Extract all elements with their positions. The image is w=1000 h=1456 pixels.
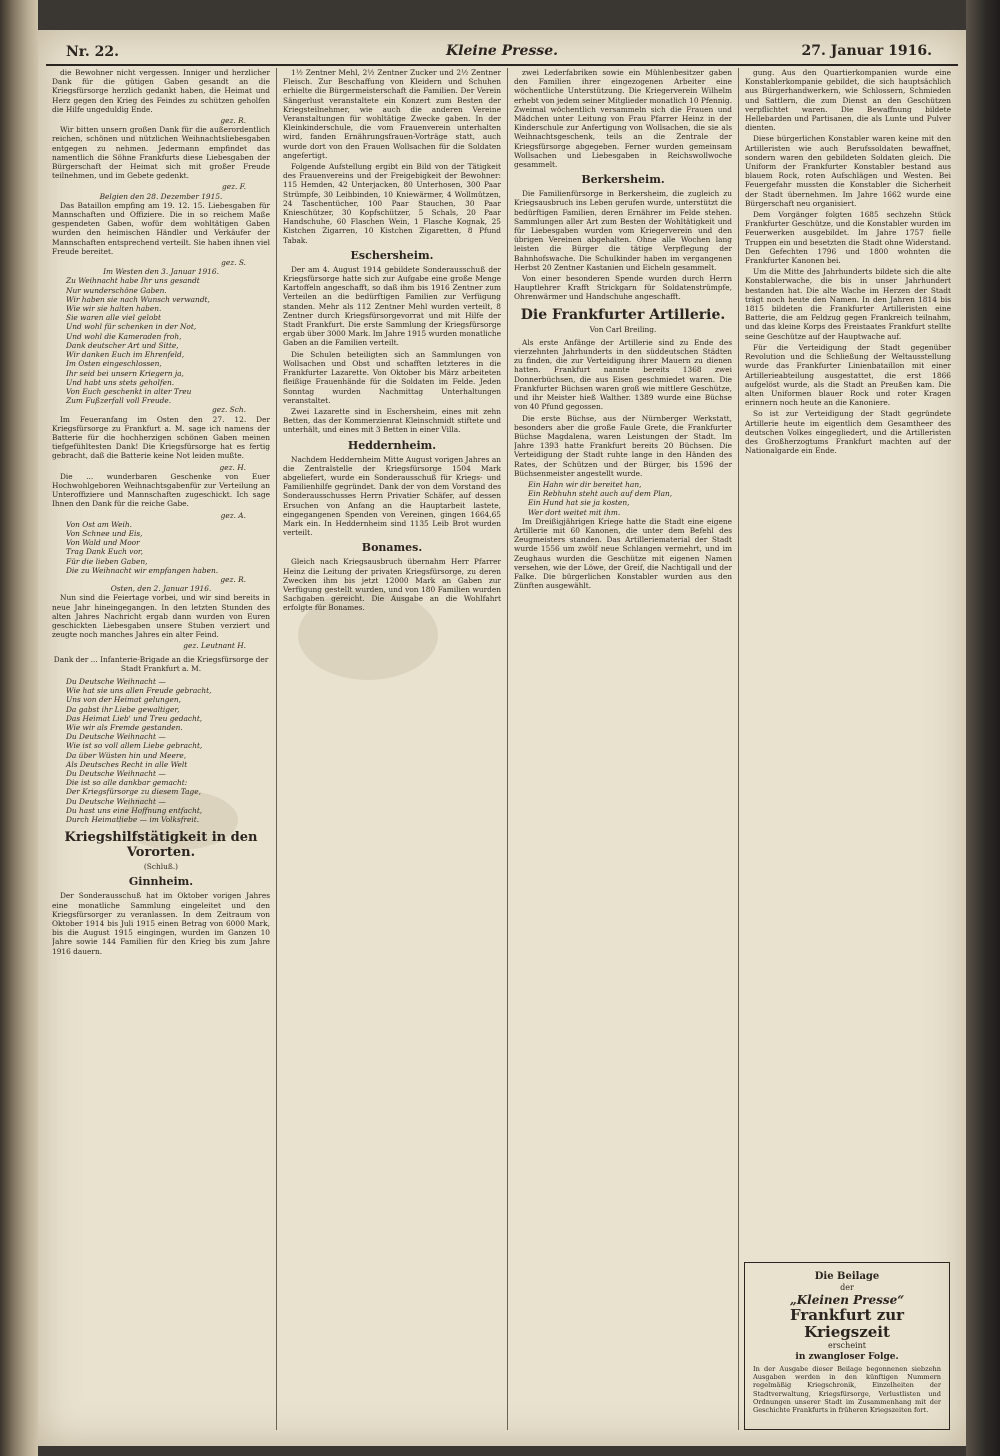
place-heading: Eschersheim. <box>350 248 434 262</box>
poem-line: Von Euch geschenkt in alter Treu <box>66 386 192 396</box>
poem-line: Von Ost am Weih. <box>66 519 132 529</box>
poem-line: Ein Rebhuhn steht auch auf dem Plan, <box>528 489 673 499</box>
notice-line: erscheint <box>828 1341 866 1350</box>
poem-line: Wir danken Euch im Ehrenfeld, <box>66 350 185 360</box>
signature: gez. F. <box>221 182 246 192</box>
article-text: Als erste Anfänge der Artillerie sind zu Ende des vierzehnten Jahrhunderts in den süddeutschen Städten zu finden, die zur Verteidigung ihrer Mauern zu dienen hatten. Frankfurt nannte bereits 1368 zwei Donnerbüchsen, die aus Eisen geschmiedet waren. Die Frankfurter Büchsen waren groß wie mittlere Geschütze, und ihr Meister hieß Walther. 1389 wurde eine Büchse von 40 Pfund gegossen. <box>514 337 732 412</box>
poem <box>52 677 270 824</box>
signature: gez. Leutnant H. <box>183 641 246 651</box>
issue-date: 27. Januar 1916. <box>801 43 932 59</box>
column-3 <box>514 68 732 1430</box>
article-text: Dem Vorgänger folgten 1685 sechzehn Stück Frankfurter Geschütze, und die Konstabler wurden im Feuerwerken ausgebildet. Im Jahre 1757 fielle Truppen ein und besetzten die Stadt ohne Widerstand. Den Gefechten 1796 und 1800 wohnten die Frankfurter Kanonen bei. <box>745 210 951 266</box>
notice-line: in zwangloser Folge. <box>795 1352 899 1362</box>
poem <box>52 520 270 575</box>
place-heading: Ginnheim. <box>128 875 194 889</box>
signature: gez. H. <box>219 462 246 472</box>
article-text: Für die Verteidigung der Stadt gegenüber Revolution und die Schließung der Weltausstellung wurde das Frankfurter Linienbataillon mit einer Artillerieabteilung ausgestattet, die erst 1866 aufgelöst wurde, als die Stadt an Preußen kam. Die alten Uniformen blauer Rock und roter Kragen erinnern noch heute an die Kanoniere. <box>745 342 951 408</box>
notice-body: In der Ausgabe dieser Beilage begonnenen siebzehn Ausgaben werden in den künftigen Nummern regelmäßig Kriegschronik, Einzelheiten der Stadtverwaltung, Kriegsfürsorge, Verlustlisten und Ordnungen unserer Stadt im Zusammenhang mit der Geschichte Frankfurts in früheren Kriegszeiten fort. <box>753 1365 941 1415</box>
poem-line: Trag Dank Euch vor, <box>66 547 143 557</box>
column-rule <box>276 68 277 1430</box>
signature: gez. Sch. <box>211 405 246 415</box>
notice-line: „Kleinen Presse“ <box>789 1293 905 1307</box>
poem <box>52 276 270 405</box>
article-byline: Von Carl Breiling. <box>589 324 657 334</box>
poem-line: Das Heimat Lieb' und Treu gedacht, <box>66 713 203 723</box>
poem-line: Die ist so alle dankbar gemacht: <box>66 778 188 788</box>
article-text: Die ... wunderbaren Geschenke von Euer Hochwohlgeboren Weihnachtsgabenfür zur Verteilung an Unteroffiziere und Mannschaften zugeschickt. Ich sage Ihnen den Dank für die reiche Gabe. <box>52 471 270 509</box>
poem-line: Und habt uns stets geholfen. <box>66 377 175 387</box>
column-rule <box>507 68 508 1430</box>
place-heading: Berkersheim. <box>581 173 665 187</box>
dateline: Belgien den 28. Dezember 1915. <box>99 191 223 201</box>
poem-line: Ihr seid bei unsern Kriegern ja, <box>66 368 184 378</box>
article-text: Nun sind die Feiertage vorbei, und wir sind bereits in neue Jahr hineingegangen. In den letzten Stunden des alten Jahres Nachricht ergab dann wurden von Euren geschickten Liebesgaben unsere Stuben verziert und zeugte noch manches Jahres ein alter Feind. <box>52 593 270 640</box>
supplement-notice-box <box>744 1262 950 1430</box>
poem-line: Und wohl die Kameraden froh, <box>66 331 182 341</box>
poem-line: Ein Hahn wir dir bereitet han, <box>528 479 642 489</box>
poem-line: Du Deutsche Weihnacht — <box>66 677 166 686</box>
poem-line: Die zu Weihnacht wir empfangen haben. <box>66 565 219 575</box>
section-subtitle: (Schluß.) <box>143 862 179 872</box>
issue-number: Nr. 22. <box>66 44 119 60</box>
article-text: Zwei Lazarette sind in Eschersheim, eines mit zehn Betten, das der Kommerzienrat Kleinschmidt stiftete und unterhält, und eines mit 3 Betten in einer Villa. <box>283 406 501 435</box>
dateline: Osten, den 2. Januar 1916. <box>110 584 212 594</box>
notice-line: Die Beilage <box>814 1271 880 1282</box>
poem-line: Da über Wüsten hin und Meere, <box>66 750 187 760</box>
article-text: Die Familienfürsorge in Berkersheim, die zugleich zu Kriegsausbruch ins Leben gerufen wurde, unterstützt die bedürftigen Familien, deren Ernährer im Felde stehen. Sammlungen aller Art zum Besten der Wohltätigkeit und für Liebesgaben wurden vom Kriegerverein und den übrigen Vereinen abgehalten. Ohne alle Wochen lang leisten die Bürger die tätige Verpflegung der Bahnhofswache. Die Schulkinder haben im vergangenen Herbst 20 Zentner Kastanien und Eicheln gesammelt. <box>514 189 732 272</box>
poem-line: Sie waren alle viel gelobt <box>66 313 161 323</box>
poem-line: Nur wunderschöne Gaben. <box>66 285 167 295</box>
poem-line: Du Deutsche Weihnacht — <box>66 732 166 742</box>
place-heading: Heddernheim. <box>347 438 437 452</box>
column-2 <box>283 68 501 1430</box>
poem-line: Wie wir als Fremde gestanden. <box>66 723 183 733</box>
article-text: Im Feueranfang im Osten den 27. 12. Der Kriegsfürsorge zu Frankfurt a. M. sage ich namens der Batterie für die hochherzigen schönen Gaben meinen tiefgefühltesten Dank! Die Kriegsfürsorge hat es fertig gebracht, daß die Batterie keine Not leiden mußte. <box>52 414 270 461</box>
newspaper-page <box>38 30 966 1446</box>
poem-line: Wie hat sie uns allen Freude gebracht, <box>66 686 212 696</box>
article-text: die Bewohner nicht vergessen. Inniger und herzlicher Dank für die gütigen Gaben gesandt an die Kriegsfürsorge herzlich gedankt haben, die Heimat und Herz gegen den Krieg des Feindes zu schützen geholfen die Hilfe ungeduldig Ende. <box>52 68 270 114</box>
poem-line: Ein Hund hat sie ja kosten, <box>528 498 630 508</box>
article-text: Folgende Aufstellung ergibt ein Bild von der Tätigkeit des Frauenvereins und der Freigebigkeit der Bewohner: 115 Hemden, 42 Unterjacken, 80 Unterhosen, 300 Paar Strümpfe, 30 Leibbinden, 10 Kniewärmer, 4 Wollmützen, 24 Taschentücher, 100 Paar Stauchen, 30 Paar Knieschützer, 30 Kopfschützer, 5 Schals, 20 Paar Handschuhe, 60 Flaschen Wein, 1 Flasche Kognak, 25 Kistchen Zigarren, 10 Kistchen Zigaretten, 8 Pfund Tabak. <box>283 162 501 245</box>
column-1 <box>52 68 270 1430</box>
poem-line: Da gabst ihr Liebe gewaltiger, <box>66 704 180 714</box>
poem-line: Wie wir sie halten haben. <box>66 304 162 314</box>
page-edge-shadow <box>966 0 1000 1456</box>
poem-line: Im Osten eingeschlossen, <box>66 359 162 369</box>
article-text: Das Bataillon empfing am 19. 12. 15. Liebesgaben für Mannschaften und Offiziere. Die in so reichem Maße gespendeten Gaben, wofür dem wohltätigen Gaben wurden den heimischen Händler und Verkäufer der Mannschaften entsprechend verteilt. Sie haben ihnen viel Freude bereitet. <box>52 200 270 256</box>
poem-line: Und wohl für schenken in der Not, <box>66 322 197 332</box>
article-text: gung. Aus den Quartierkompanien wurde eine Konstablerkompanie gebildet, die sich hauptsächlich aus Bürgerhandwerkern, wie Schlossern, Schmieden und Sattlern, die zum Dienst an den Geschützen verpflichtet waren. Die Bewaffnung bildete Hellebarden und Partisanen, die als Lunte und Pulver dienten. <box>745 68 951 133</box>
poem-line: Du Deutsche Weihnacht — <box>66 769 166 779</box>
notice-line: der <box>840 1283 854 1292</box>
column-4 <box>745 68 951 1286</box>
masthead-bar <box>46 42 958 66</box>
article-text: Wir bitten unsern großen Dank für die außerordentlich reichen, schönen und nützlichen Weihnachtsliebesgaben entgegen zu nehmen. Jedermann empfindet das namentlich die Söhne Frankfurts diese Liebesgaben der Bürgerschaft der Heimat sich mit großer Freude teilnehmen, und im Gebete gedenkt. <box>52 125 270 181</box>
poem-line: Für die lieben Gaben, <box>66 556 148 566</box>
poem-line: Der Kriegsfürsorge zu diesem Tage, <box>66 787 201 797</box>
article-text: Diese bürgerlichen Konstabler waren keine mit den Artilleristen wie auch Berufssoldaten bewaffnet, sondern waren den gebildeten Soldaten gleich. Die Uniform der Frankfurter Konstabler bestand aus blauem Rock, roten Aufschlägen und Westen. Bei Feuergefahr mussten die Konstabler die Sicherheit der Stadt übernehmen. Im Jahre 1662 wurde eine Bürgerschaft neu organisiert. <box>745 134 951 208</box>
dateline: Im Westen den 3. Januar 1916. <box>103 267 219 277</box>
article-text: Nachdem Heddernheim Mitte August vorigen Jahres an die Zentralstelle der Kriegsfürsorge 1504 Mark abgeliefert, wurde ein Sonderausschuß für Kriegs- und Familienhilfe gegründet. Dank der von dem Vorstand des Sonderausschusses Herrn Privatier Schäfer, auf dessen Ersuchen von Anfang an die Hauptarbeit lastete, eingegangenen Spenden von Vereinen, gingen 1664,65 Mark ein. In Heddernheim sind 1135 Leib Brot wurden verteilt. <box>283 454 501 538</box>
article-text: Der am 4. August 1914 gebildete Sonderausschuß der Kriegsfürsorge hatte sich zur Aufgabe eine große Menge Kartoffeln angeschafft, so daß ihm bis 1916 Zentner zum Verteilen an die bedürftigen Familien zur Verfügung standen. Mehr als 112 Zentner Mehl wurden verteilt, 8 Zentner durch Kriegsfürsorgevorrat und mit Hilfe der Stadt Frankfurt. Die erste Sammlung der Kriegsfürsorge ergab über 3000 Mark. Im Jahre 1915 wurden monatliche Gaben an die Familien verteilt. <box>283 264 501 348</box>
poem-line: Dank deutscher Art und Sitte, <box>66 340 179 350</box>
poem-line: Zum Fußzerfall voll Freude. <box>66 396 172 406</box>
paper-title: Kleine Presse. <box>445 43 559 59</box>
place-heading: Bonames. <box>361 541 423 555</box>
signature: gez. A. <box>220 510 246 520</box>
article-text: Der Sonderausschuß hat im Oktober vorigen Jahres eine monatliche Sammlung eingeleitet und den Kriegsfürsorger zu veranlassen. In dem Zeitraum von Oktober 1914 bis Juli 1915 einen Betrag von 6000 Mark, bis die August 1915 eingingen, wurden im Ganzen 10 Jahre sowie 144 Familien für den Krieg bis zum Jahre 1916 dauern. <box>52 891 270 956</box>
article-text: So ist zur Verteidigung der Stadt gegründete Artillerie heute im eigentlich dem Gesamtheer des deutschen Volkes eingegliedert, und die Artilleristen des Großherzogtums Frankfurt machten auf der Nationalgarde ein Ende. <box>745 409 951 456</box>
section-title: Kriegshilfstätigkeit in den Vororten. <box>64 830 258 861</box>
article-title: Die Frankfurter Artillerie. <box>520 306 726 323</box>
poem-line: Wer dort weitet mit ihm. <box>528 507 621 517</box>
article-text: Die erste Büchse, aus der Nürnberger Werkstatt, besonders aber die große Faule Grete, die Frankfurter Büchse Magdalena, waren Leistungen der Stadt. Im Jahre 1393 hatte Frankfurt bereits 20 Büchsen. Die Verteidigung der Stadt ruhte lange in den Händen des Rates, der Schützen und der Bürger, bis 1596 der Büchsenmeister angestellt wurde. <box>514 413 732 478</box>
poem-line: Wir haben sie nach Wunsch verwandt, <box>66 294 210 304</box>
poem-line: Als Deutsches Recht in alle Welt <box>66 759 188 769</box>
article-text: Um die Mitte des Jahrhunderts bildete sich die alte Konstablerwache, die bis in unser Jahrhundert bestanden hat. Die alte Wache im Herzen der Stadt trägt noch heute den Namen. In den Jahren 1814 bis 1815 bildeten die Frankfurter Artilleristen eine Batterie, die am Feldzug gegen Frankreich teilnahm, und das kleine Korps des Freistaates Frankfurt stellte seine Geschütze auf der Hauptwache auf. <box>745 267 951 341</box>
poem-line: Du hast uns eine Hoffnung entfacht, <box>66 805 203 815</box>
poem-line: Du Deutsche Weihnacht — <box>66 796 166 806</box>
signature: gez. S. <box>221 258 246 268</box>
article-text: Gleich nach Kriegsausbruch übernahm Herr Pfarrer Heinz die Leitung der privaten Kriegsfürsorge, zu deren Zwecken ihm bis jetzt 12000 Mark an Gaben zur Verfügung gestellt wurden, und von 180 Familien wurden Sachgaben gereicht. Die Ausgabe an die Wohlfahrt erfolgte für Bonames. <box>283 557 501 613</box>
signature: gez. R. <box>220 574 246 584</box>
notice-title: Frankfurt zur Kriegszeit <box>789 1306 905 1341</box>
poem-line: Durch Heimatliebe — im Volksfreit. <box>66 815 200 825</box>
poem-line: Uns von der Heimat gelungen, <box>66 695 181 705</box>
article-text: zwei Lederfabriken sowie ein Mühlenbesitzer gaben den Familien ihrer eingezogenen Arbeiter eine wöchentliche Unterstützung. Die Kriegerverein Wilhelm erhebt von jedem seiner Mitglieder monatlich 10 Pfennig. Zweimal wöchentlich versammeln sich die Frauen und Mädchen unter Leitung von Frau Pfarrer Heinz in der Kinderschule zur Anfertigung von Wollsachen, die sie als Weihnachtsgeschenk, teils an die Zentrale der Kriegsfürsorge abgegeben. Ferner wurden gemeinsam Wollsachen und Liebesgaben in Reichswollwoche gesammelt. <box>514 68 732 170</box>
article-text: 1½ Zentner Mehl, 2½ Zentner Zucker und 2½ Zentner Fleisch. Zur Beschaffung von Kleidern und Schuhen erhielte die Bürgermeisterschaft die Familien. Der Verein Sängerlust veranstaltete ein Konzert zum Besten der Kriegsteilnehmer, wie auch die anderen Vereine Veranstaltungen für wohltätige Zwecke gaben. In der Kleinkinderschule, die vom Frauenverein unterhalten wird, fanden Ernährungsfrauen-Vorträge statt, auch wurde dort von den Frauen Wollsachen für die Soldaten angefertigt. <box>283 68 501 160</box>
article-text: Von einer besonderen Spende wurden durch Herrn Hauptlehrer Krafft Strickgarn für Soldatenstrümpfe, Ohrenwärmer und Handschuhe angeschafft. <box>514 274 732 302</box>
signature: gez. R. <box>220 116 246 126</box>
poem <box>514 480 732 517</box>
poem-line: Zu Weihnacht habe Ihr uns gesandt <box>66 276 200 286</box>
article-text: Im Dreißigjährigen Kriege hatte die Stadt eine eigene Artillerie mit 60 Kanonen, die unter dem Befehl des Zeugmeisters standen. Das Artilleriematerial der Stadt wurde 1556 um zwölf neue Schlangen vermehrt, und im Zeughaus wurden die Geschütze mit eigenen Namen versehen, wie der Löwe, der Greif, die Nachtigall und der Falke. Die bürgerlichen Konstabler wurden aus den Zünften ausgewählt. <box>514 516 732 591</box>
thanks-heading: Dank der ... Infanterie-Brigade an die Kriegsfürsorge der Stadt Frankfurt a. M. <box>53 654 269 673</box>
poem-line: Von Wald und Moor <box>66 538 140 548</box>
article-text: Die Schulen beteiligten sich an Sammlungen von Wollsachen und Obst und schafften letzteres in die Frankfurter Lazarette. Von Oktober bis März arbeiteten fleißige Frauenhände für die Soldaten im Felde. Jeden Sonntag wurden Nachmittag Unterhaltungen veranstaltet. <box>283 349 501 405</box>
book-binding <box>0 0 38 1456</box>
column-rule <box>738 68 739 1430</box>
poem-line: Von Schnee und Eis, <box>66 528 143 538</box>
poem-line: Wie ist so voll allem Liebe gebracht, <box>66 741 203 751</box>
